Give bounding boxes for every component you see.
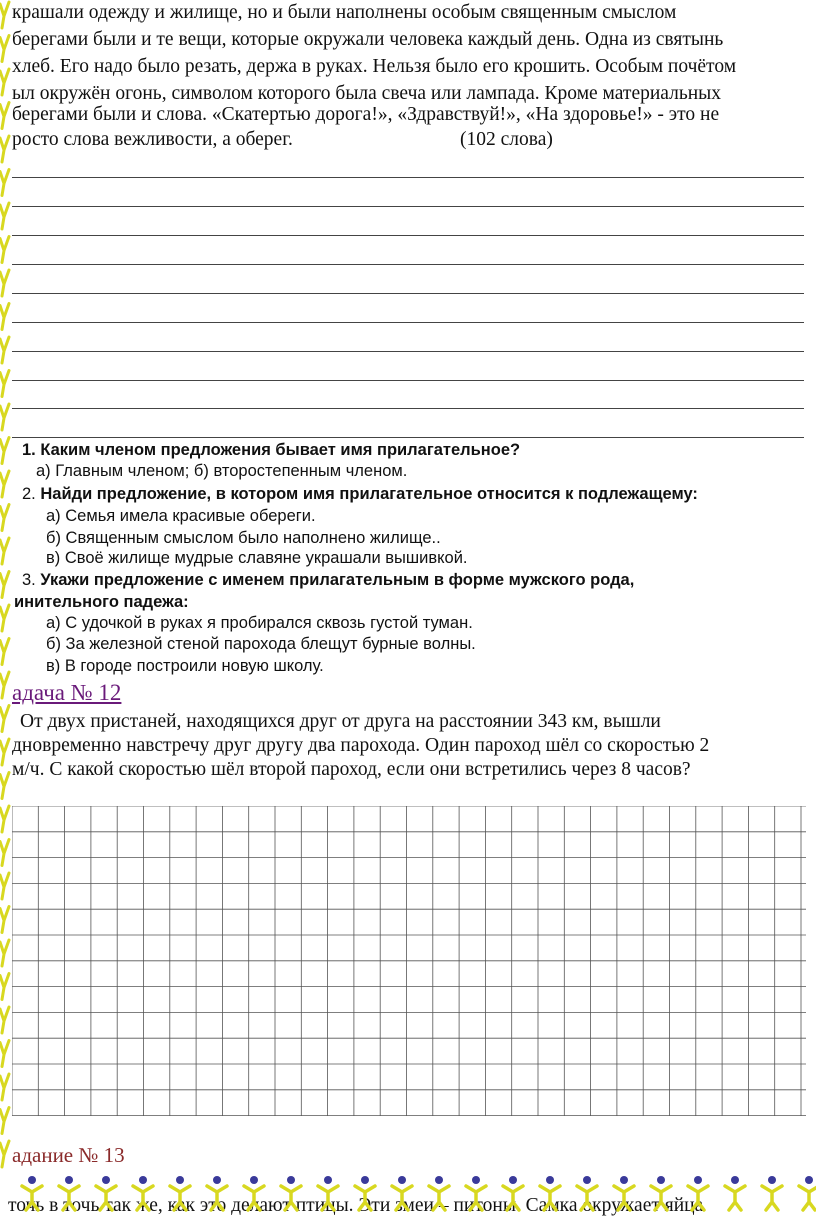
writing-line[interactable] bbox=[12, 351, 804, 352]
text-line: хлеб. Его надо было резать, держа в руках. Нельзя было его крошить. Особым почётом bbox=[12, 56, 737, 77]
border-ornament bbox=[0, 739, 9, 765]
border-ornament bbox=[0, 471, 9, 497]
border-ornament bbox=[0, 438, 9, 464]
writing-line[interactable] bbox=[12, 380, 804, 381]
writing-line[interactable] bbox=[12, 408, 804, 409]
answer-grid[interactable] bbox=[12, 806, 806, 1116]
question-2-title: 2. Найди предложение, в котором имя прилагательное относится к подлежащему: bbox=[22, 485, 698, 503]
border-ornament bbox=[0, 270, 9, 296]
question-3-title-cont: инительного падежа: bbox=[14, 593, 189, 611]
question-2-option-b: б) Священным смыслом было наполнено жилище.. bbox=[46, 529, 441, 547]
border-ornament bbox=[0, 940, 9, 966]
border-ornament bbox=[0, 672, 9, 698]
border-ornament bbox=[0, 907, 9, 933]
writing-line[interactable] bbox=[12, 177, 804, 178]
border-ornament bbox=[0, 237, 9, 263]
border-ornament bbox=[0, 103, 9, 129]
border-ornament bbox=[0, 337, 9, 363]
border-ornament bbox=[0, 203, 9, 229]
border-ornament bbox=[0, 639, 9, 665]
border-ornament bbox=[0, 36, 9, 62]
task-13-line: точь в точь так же, как это делают птицы. Эти змеи – питоны. Самка окружает яйца bbox=[8, 1195, 704, 1216]
question-3-option-b: б) За железной стеной парохода блещут бурные волны. bbox=[46, 635, 476, 653]
text-line: берегами были и слова. «Скатертью дорога!», «Здравствуй!», «На здоровье!» - это не bbox=[12, 104, 720, 125]
task-12-heading[interactable]: адача № 12 bbox=[12, 680, 122, 705]
border-ornament bbox=[0, 840, 9, 866]
border-ornament bbox=[0, 371, 9, 397]
border-ornament bbox=[0, 69, 9, 95]
border-ornament bbox=[0, 1007, 9, 1033]
writing-line[interactable] bbox=[12, 293, 804, 294]
writing-line[interactable] bbox=[12, 322, 804, 323]
border-ornament bbox=[0, 605, 9, 631]
text-line: росто слова вежливости, а оберег. bbox=[12, 129, 293, 150]
task-12-line: От двух пристаней, находящихся друг от друга на расстоянии 343 км, вышли bbox=[20, 711, 661, 732]
writing-line[interactable] bbox=[12, 206, 804, 207]
border-ornament bbox=[0, 2, 9, 28]
border-ornament bbox=[0, 873, 9, 899]
text-line: ыл окружён огонь, символом которого была свеча или лампада. Кроме материальных bbox=[12, 83, 722, 104]
question-1-title: 1. Каким членом предложения бывает имя прилагательное? bbox=[22, 441, 521, 459]
question-3-option-c: в) В городе построили новую школу. bbox=[46, 657, 324, 675]
writing-line[interactable] bbox=[12, 264, 804, 265]
question-3-title: 3. Укажи предложение с именем прилагательным в форме мужского рода, bbox=[22, 571, 635, 589]
border-ornament bbox=[0, 706, 9, 732]
border-ornament bbox=[0, 1074, 9, 1100]
border-ornament bbox=[0, 136, 9, 162]
question-3-option-a: а) С удочкой в руках я пробирался сквозь густой туман. bbox=[46, 614, 473, 632]
border-ornament bbox=[0, 404, 9, 430]
border-ornament bbox=[0, 1041, 9, 1067]
task-12-line: м/ч. С какой скоростью шёл второй пароход, если они встретились через 8 часов? bbox=[12, 759, 691, 780]
task-13-heading: адание № 13 bbox=[12, 1143, 125, 1167]
border-ornament bbox=[0, 170, 9, 196]
question-2-option-a: а) Семья имела красивые обереги. bbox=[46, 507, 316, 525]
task-12-line: дновременно навстречу друг другу два парохода. Один пароход шёл со скоростью 2 bbox=[12, 735, 710, 756]
border-ornament bbox=[0, 1141, 9, 1167]
border-ornament bbox=[0, 773, 9, 799]
border-ornament bbox=[0, 505, 9, 531]
writing-line[interactable] bbox=[12, 437, 804, 438]
text-line: крашали одежду и жилище, но и были наполнены особым священным смыслом bbox=[12, 2, 677, 23]
word-count: (102 слова) bbox=[460, 129, 553, 150]
border-ornament bbox=[0, 538, 9, 564]
border-ornament bbox=[0, 304, 9, 330]
question-1-option: а) Главным членом; б) второстепенным членом. bbox=[36, 462, 408, 480]
writing-line[interactable] bbox=[12, 235, 804, 236]
border-ornament bbox=[0, 974, 9, 1000]
text-line: берегами были и те вещи, которые окружали человека каждый день. Одна из святынь bbox=[12, 29, 724, 50]
border-ornament bbox=[0, 572, 9, 598]
border-ornament bbox=[0, 1108, 9, 1134]
question-2-option-c: в) Своё жилище мудрые славяне украшали вышивкой. bbox=[46, 549, 468, 567]
border-ornament bbox=[0, 806, 9, 832]
